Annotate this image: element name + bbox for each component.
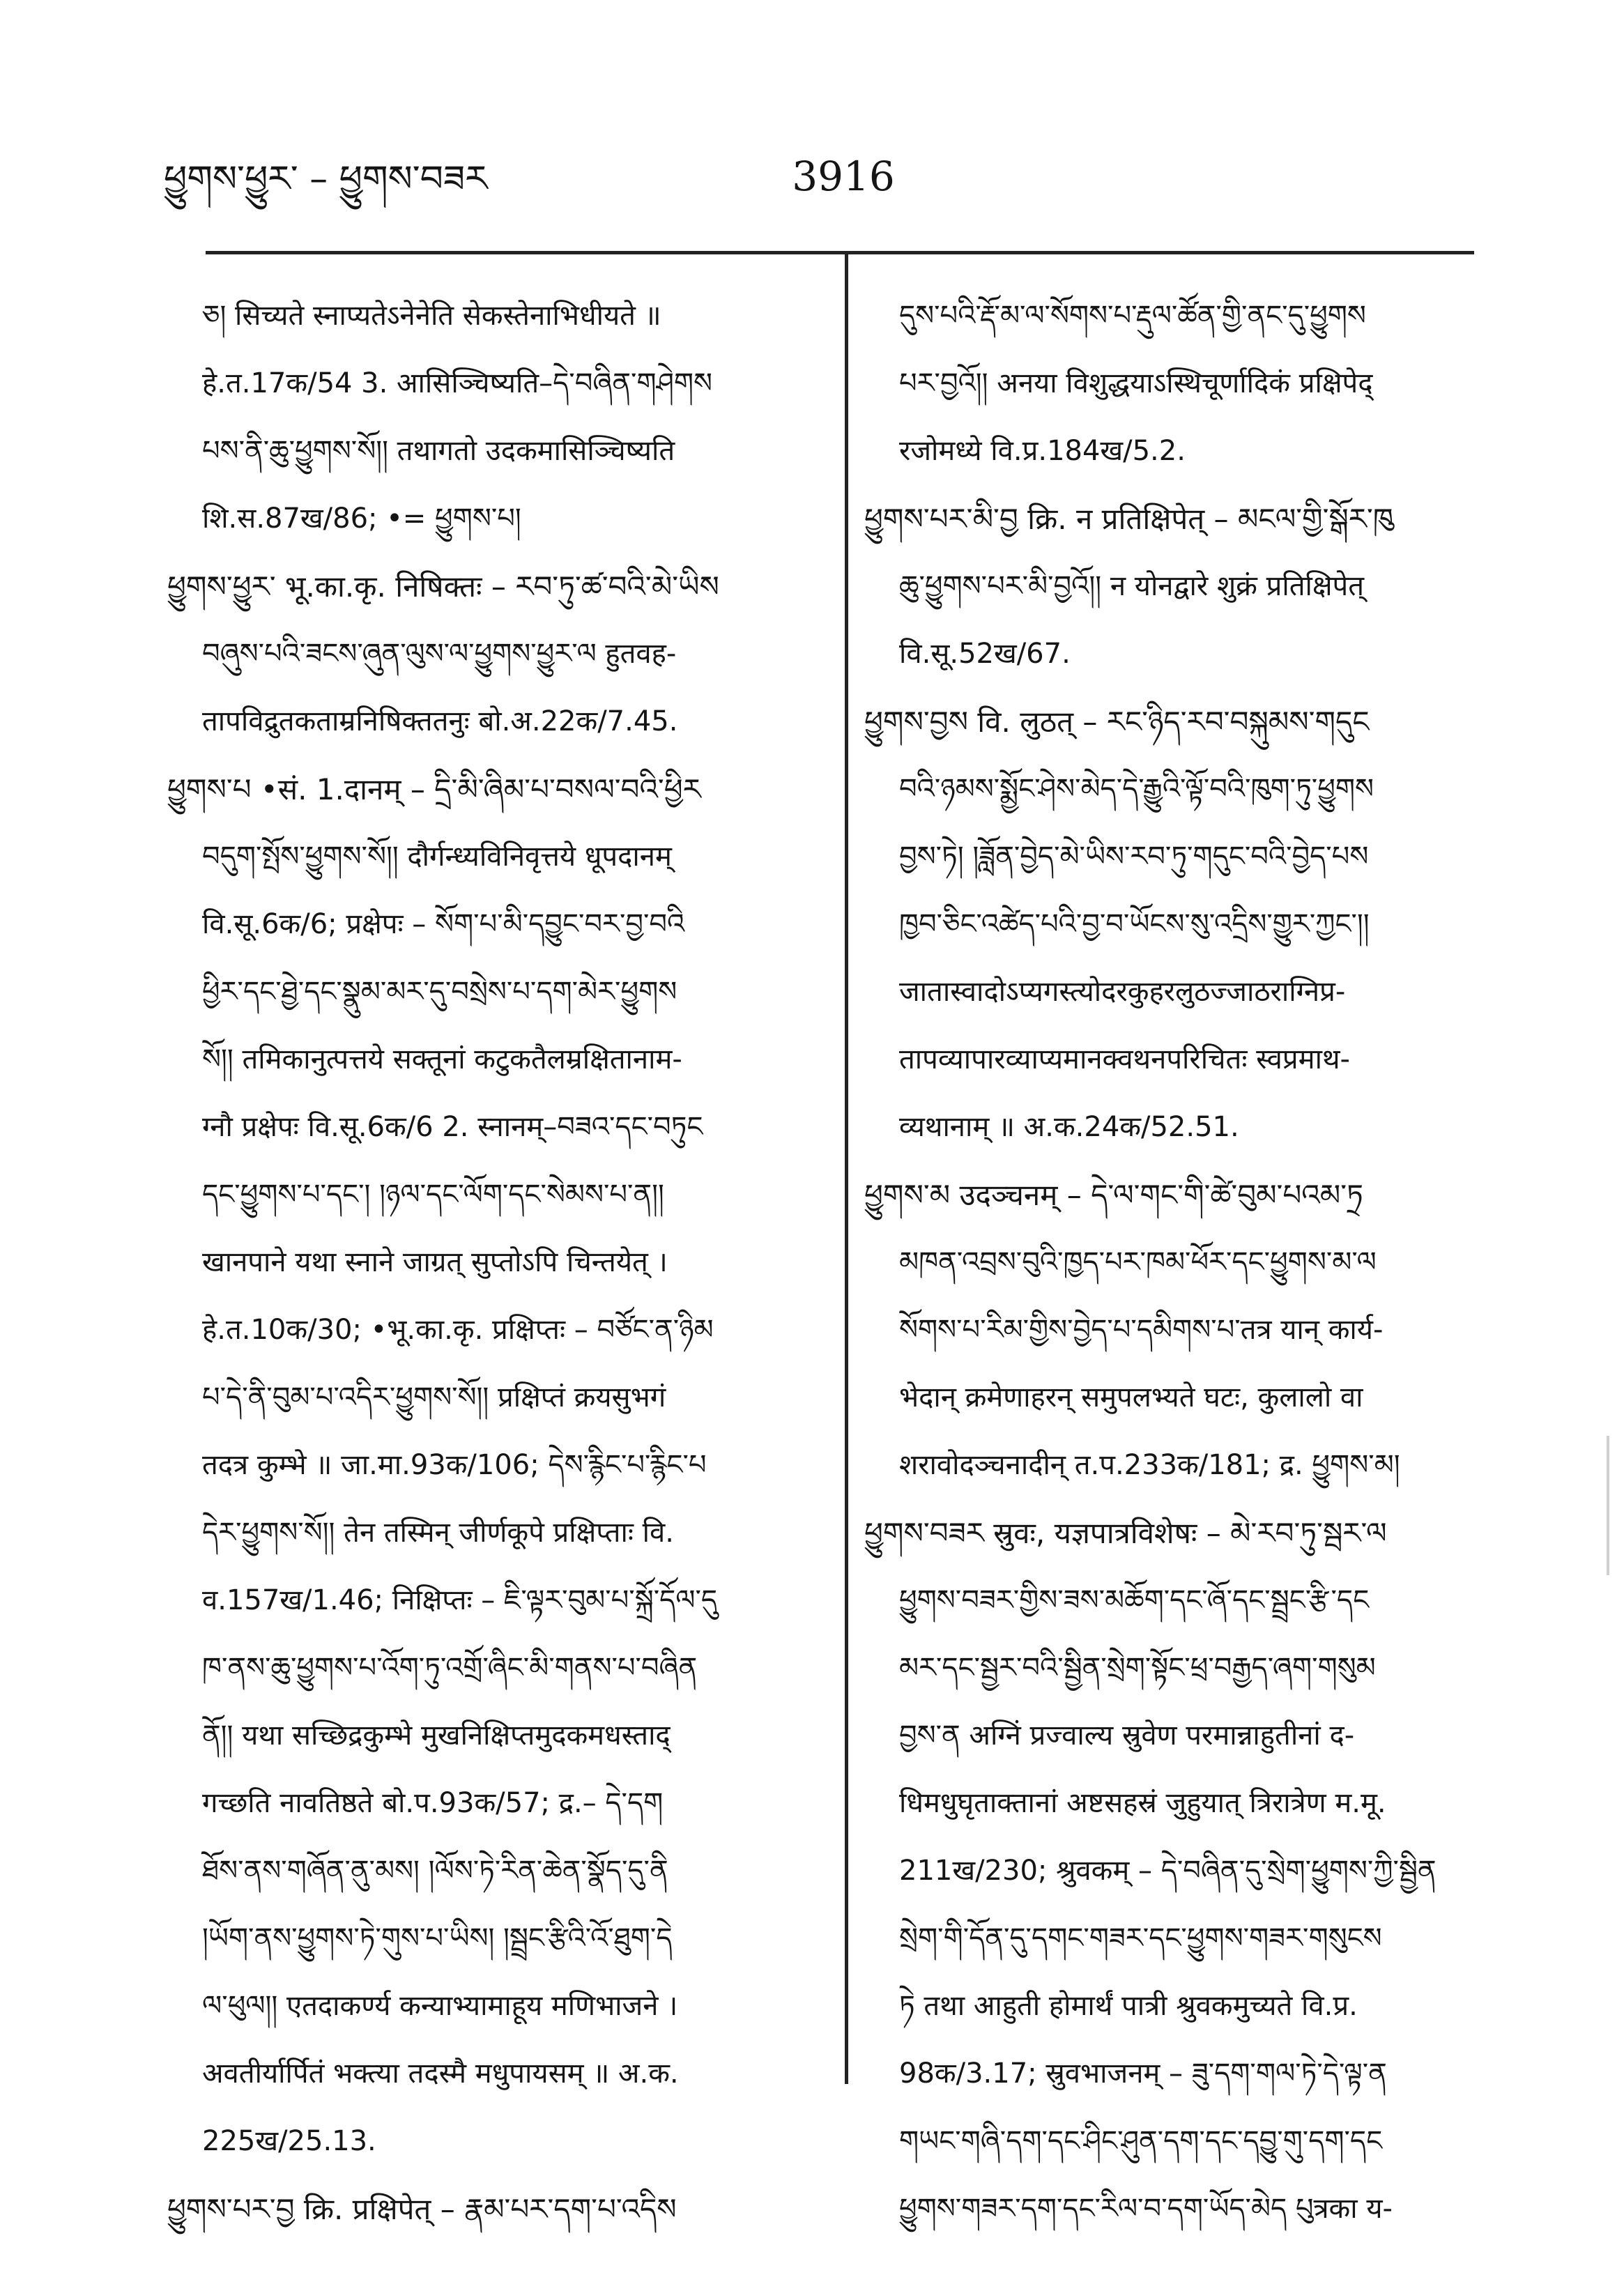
text-line: དུས་པའི་རྡོ་མ་ལ་སོགས་པ་རྡུལ་ཚོན་གྱི་ནང་དུ་ཕྱུགས — [899, 300, 1366, 332]
entry-headword-line: ཕྱུགས་པར་མི་བྱ क्रि. न प्रतिक्षिपेत् – མངལ་གྱི་སྒོར་ཁུ — [864, 502, 1394, 536]
running-head: ཕྱུགས་ཕྱུར་ – ཕྱུགས་བཟར — [164, 158, 488, 200]
entry-headword-line: ཕྱུགས་པར་བྱ क्रि. प्रक्षिपेत् – རྣམ་པར་དག་པ་འདིས — [167, 2192, 677, 2226]
text-line: वि.सू.52ख/67. — [899, 638, 1071, 670]
entry-headword-line: ཕྱུགས་བཟར स्रुवः, यज्ञपात्रविशेषः – མེ་རབ་ཏུ་སྦར་ལ — [864, 1516, 1387, 1550]
text-line: ग्नौ प्रक्षेपः वि.सू.6क/6 2. स्नानम्–བཟའ་དང་བཏུང — [202, 1111, 703, 1143]
entry-headword-line: ཕྱུགས་མ उदञ्चनम् – དེ་ལ་གང་གི་ཚེ་བུམ་པའམ་ཏྲ — [864, 1178, 1363, 1212]
text-line: བའི་ཉམས་སྨྱོང་ཤེས་མེད་དེ་རྒྱུའི་ལྟོ་བའི་ཁུག་ཏུ་ཕྱུགས — [899, 773, 1374, 805]
text-line: པར་བྱའོ།། अनया विशुद्धयाऽस्थिचूर्णादिकं प्रक्षिपेद् — [899, 367, 1373, 399]
right-column — [864, 282, 1478, 2243]
text-line: སོགས་པ་རིམ་གྱིས་བྱེད་པ་དམིགས་པ་तत्र यान् कार्य- — [899, 1314, 1384, 1346]
text-line: ལ་ཕུལ།། एतदाकर्ण्य कन्याभ्यामाहूय मणिभाजने । — [202, 1990, 678, 2022]
text-line: ཐོས་ནས་གཞོན་ནུ་མས། །ལོས་ཏེ་རིན་ཆེན་སྣོད་དུ་ནི — [202, 1855, 668, 1887]
header-rule — [206, 251, 1474, 254]
text-line: जातास्वादोऽप्यगस्त्योदरकुहरलुठज्जाठराग्निप्र- — [899, 976, 1346, 1008]
entry-headword-line: ཕྱུགས་ཕྱུར་ भू.का.कृ. निषिक्तः – རབ་ཏུ་ཚ་བའི་མེ་ཡིས — [167, 569, 719, 604]
text-line: रजोमध्ये वि.प्र.184ख/5.2. — [899, 435, 1186, 467]
text-line: 211ख/230; श्रुवकम् – དེ་བཞིན་དུ་སྲེག་ཕྱུགས་ཀྱི་སྦྱིན — [899, 1855, 1437, 1887]
text-line: हे.त.17क/54 3. आसिञ्चिष्यति–དེ་བཞིན་གཤེགས — [202, 367, 713, 399]
text-line: तापविद्रुतकताम्रनिषिक्ततनुः बो.अ.22क/7.45. — [202, 705, 678, 737]
text-line: शि.स.87ख/86; •= ཕྱུགས་པ། — [202, 503, 521, 535]
text-line: ཁ་ནས་ཆུ་ཕྱུགས་པ་འོག་ཏུ་འགྲོ་ཞིང་མི་གནས་པ་བཞིན — [202, 1652, 698, 1684]
scan-edge-mark — [1607, 1436, 1609, 1575]
text-line: व्यथानाम् ॥ अ.क.24क/52.51. — [899, 1111, 1239, 1143]
text-line: अवतीर्यार्पितं भक्त्या तदस्मै मधुपायसम् ॥ अ.क. — [202, 2058, 679, 2090]
text-line: བཞུས་པའི་ཟངས་ཞུན་ལུས་ལ་ཕྱུགས་ཕྱུར་ལ हुतवह- — [202, 638, 677, 670]
text-line: गच्छति नावतिष्ठते बो.प.93क/57; द्र.– དེ་དག — [202, 1787, 664, 1819]
text-line: ཕྱིར་དང་ཐྱེ་དང་སྣུམ་མར་དུ་བསྲེས་པ་དག་མེར་ཕྱུགས — [202, 976, 677, 1008]
column-divider — [845, 254, 848, 2084]
text-line: པས་ནི་ཆུ་ཕྱུགས་སོ།། तथागतो उदकमासिञ्चिष्यति — [202, 435, 675, 467]
entry-headword-line: ཕྱུགས་པ •सं. 1.दानम् – དྲི་མི་ཞིམ་པ་བསལ་བའི་ཕྱིར — [167, 772, 701, 806]
text-line: शरावोदञ्चनादीन् त.प.233क/181; द्र. ཕྱུགས་མ། — [899, 1449, 1400, 1481]
text-line: གཡང་གཞི་དག་དང་ཤིང་ཤུན་དག་དང་དབྱུ་གུ་དག་དང — [899, 2125, 1383, 2157]
text-line: वि.सू.6क/6; प्रक्षेपः – སོག་པ་མི་དབྱུང་བར་བྱ་བའི — [202, 908, 685, 940]
text-line: ཁྱབ་ཅིང་འཚེད་པའི་བྱ་བ་ཡོངས་སུ་འདྲིས་གྱུར་ཀྱང་།། — [899, 908, 1370, 940]
text-line: धिमधुघृताक्तानां अष्टसहस्रं जुहुयात् त्रिरात्रेण म.मू. — [899, 1787, 1386, 1819]
text-line: དེར་ཕྱུགས་སོ།། तेन तस्मिन् जीर्णकूपे प्रक्षिप्ताः वि. — [202, 1517, 674, 1549]
text-line: མཁན་འབྲས་བུའི་ཁྱད་པར་ཁམ་ཕོར་དང་ཕྱུགས་མ་ལ — [899, 1246, 1377, 1278]
text-line: བདུག་སྤོས་ཕྱུགས་སོ།། दौर्गन्ध्यविनिवृत्तये धूपदानम् — [202, 841, 672, 873]
text-line: ནོ།། यथा सच्छिद्रकुम्भे मुखनिक्षिप्तमुदकमधस्ताद् — [202, 1719, 671, 1752]
text-line: ཆུ་ཕྱུགས་པར་མི་བྱའོ།། न योनद्वारे शुक्रं प्रतिक्षिपेत् — [899, 570, 1365, 602]
text-line: 98क/3.17; स्रुवभाजनम् – ཟུ་དག་གལ་ཏེ་དེ་ལྟ་ན — [899, 2058, 1387, 2090]
text-line: हे.त.10क/30; •भू.का.कृ. प्रक्षिप्तः – བཙོང་ན་ཉིམ — [202, 1314, 714, 1346]
text-line: སོ།། तमिकानुत्पत्तये सक्तूनां कटुकतैलम्रक्षितानाम- — [202, 1043, 682, 1075]
text-line: བྱས་ན अग्निं प्रज्वाल्य स्रुवेण परमान्नाहुतीनां द- — [899, 1719, 1355, 1752]
text-line: །ཡོག་ནས་ཕྱུགས་ཏེ་གུས་པ་ཡིས། །སྦྲང་རྩིའི་འོ་ཐུག་དེ — [202, 1922, 673, 1954]
text-line: ཅ། सिच्यते स्नाप्यतेऽनेनेति सेकस्तेनाभिधीयते ॥ — [202, 300, 661, 332]
entry-headword-line: ཕྱུགས་བྱས वि. लुठत् – རང་ཉིད་རབ་བསྐུམས་གདུང — [864, 705, 1370, 739]
text-line: तदत्र कुम्भे ॥ जा.मा.93क/106; དེས་རྙིང་པ་རྙིང་པ — [202, 1449, 707, 1481]
text-line: སྲེག་གི་དོན་དུ་དགང་གཟར་དང་ཕྱུགས་གཟར་གསུངས — [899, 1922, 1382, 1954]
text-line: 225ख/25.13. — [202, 2125, 376, 2157]
text-line: ཏེ तथा आहुती होमार्थं पात्री श्रुवकमुच्यते वि.प्र. — [899, 1990, 1358, 2022]
text-line: व.157ख/1.46; निक्षिप्तः – ཇི་ལྟར་བུམ་པ་སྐྲོ་དོལ་དུ — [202, 1584, 718, 1616]
text-line: तापव्यापारव्याप्यमानक्वथनपरिचितः स्वप्रमाथ- — [899, 1043, 1350, 1075]
text-line: भेदान् क्रमेणाहरन् समुपलभ्यते घटः, कुलालो वा — [899, 1381, 1363, 1413]
text-line: ཕྱུགས་བཟར་གྱིས་ཟས་མཆོག་དང་ཞོ་དང་སྦྲང་རྩི་དང — [899, 1584, 1370, 1616]
text-line: ཕྱུགས་གཟར་དག་དང་རིལ་བ་དག་ཡོད་མེད པུत्रका य- — [899, 2193, 1393, 2225]
text-line: བྱས་ཏེ། །ཟློན་བྱེད་མེ་ཡིས་རབ་ཏུ་གདུང་བའི་བྱེད་པས — [899, 841, 1369, 873]
page-number: 3916 — [792, 153, 895, 200]
left-column — [167, 282, 822, 2243]
text-line: खानपाने यथा स्नाने जाग्रत् सुप्तोऽपि चिन्तयेत् । — [202, 1246, 668, 1278]
text-line: མར་དང་སྦྱར་བའི་སྦྱིན་སྲེག་སྟོང་ཕྲ་བརྒྱད་ཞག་གསུམ — [899, 1652, 1376, 1684]
text-line: པ་དེ་ནི་བུམ་པ་འདིར་ཕྱུགས་སོ།། प्रक्षिप्तं क्रयसुभगं — [202, 1381, 666, 1413]
text-line: དང་ཕྱུགས་པ་དང་། །ཉལ་དང་ལོག་དང་སེམས་པ་ན།། — [202, 1179, 664, 1211]
